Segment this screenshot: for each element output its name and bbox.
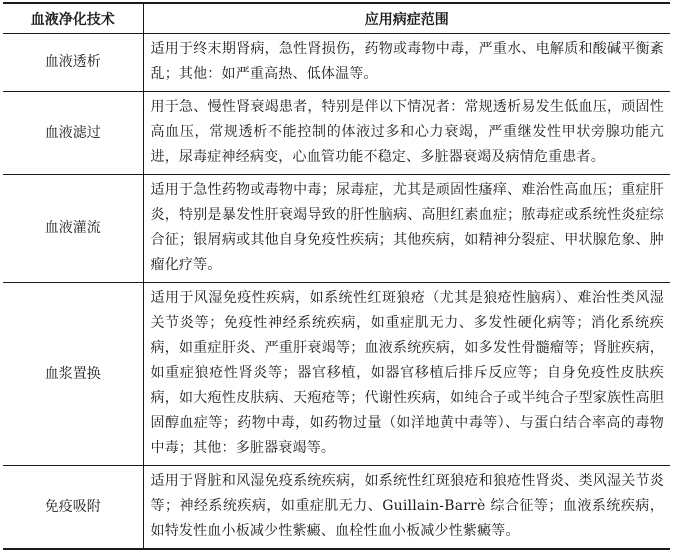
table-header-row <box>3 3 670 34</box>
method-cell: 血液灌流 <box>3 175 143 283</box>
indication-cell: 适用于肾脏和风湿免疫系统疾病，如系统性红斑狼疮和狼疮性肾炎、类风湿关节炎等；神经系统疾病，如重症肌无力、Guillain-Barrè 综合征等；血液系统疾病，如特发性血小板减少性紫癜、血栓性血小板减少性紫癜等。 <box>143 466 670 550</box>
method-cell: 血液透析 <box>3 34 143 92</box>
indication-cell: 适用于风湿免疫性疾病，如系统性红斑狼疮（尤其是狼疮性脑病）、难治性类风湿关节炎等；免疫性神经系统疾病，如重症肌无力、多发性硬化病等；消化系统疾病，如重症肝炎、严重肝衰竭等；血液系统疾病，如多发性骨髓瘤等；肾脏疾病，如重症狼疮性肾炎等；器官移植，如器官移植后排斥反应等；自身免疫性皮肤疾病，如大疱性皮肤病、天疱疮等；代谢性疾病，如纯合子或半纯合子型家族性高胆固醇血症等；药物中毒，如药物过量（如洋地黄中毒等）、与蛋白结合率高的毒物中毒；其他：多脏器衰竭等。 <box>143 283 670 466</box>
table-row <box>3 466 670 550</box>
header-method: 血液净化技术 <box>3 3 143 34</box>
method-cell: 血浆置换 <box>3 283 143 466</box>
header-indication: 应用病症范围 <box>143 3 670 34</box>
indication-table-container <box>3 2 670 550</box>
table-row <box>3 175 670 283</box>
indication-cell: 适用于终末期肾病，急性肾损伤，药物或毒物中毒，严重水、电解质和酸碱平衡紊乱；其他：如严重高热、低体温等。 <box>143 34 670 92</box>
table-row <box>3 283 670 466</box>
table-row <box>3 34 670 92</box>
blood-purification-table <box>3 2 670 550</box>
method-cell: 血液滤过 <box>3 92 143 175</box>
indication-cell: 适用于急性药物或毒物中毒；尿毒症，尤其是顽固性瘙痒、难治性高血压；重症肝炎，特别是暴发性肝衰竭导致的肝性脑病、高胆红素血症；脓毒症或系统性炎症综合征；银屑病或其他自身免疫性疾病；其他疾病，如精神分裂症、甲状腺危象、肿瘤化疗等。 <box>143 175 670 283</box>
table-row <box>3 92 670 175</box>
method-cell: 免疫吸附 <box>3 466 143 550</box>
indication-cell: 用于急、慢性肾衰竭患者，特别是伴以下情况者：常规透析易发生低血压，顽固性高血压，常规透析不能控制的体液过多和心力衰竭，严重继发性甲状旁腺功能亢进，尿毒症神经病变，心血管功能不稳定、多脏器衰竭及病情危重患者。 <box>143 92 670 175</box>
